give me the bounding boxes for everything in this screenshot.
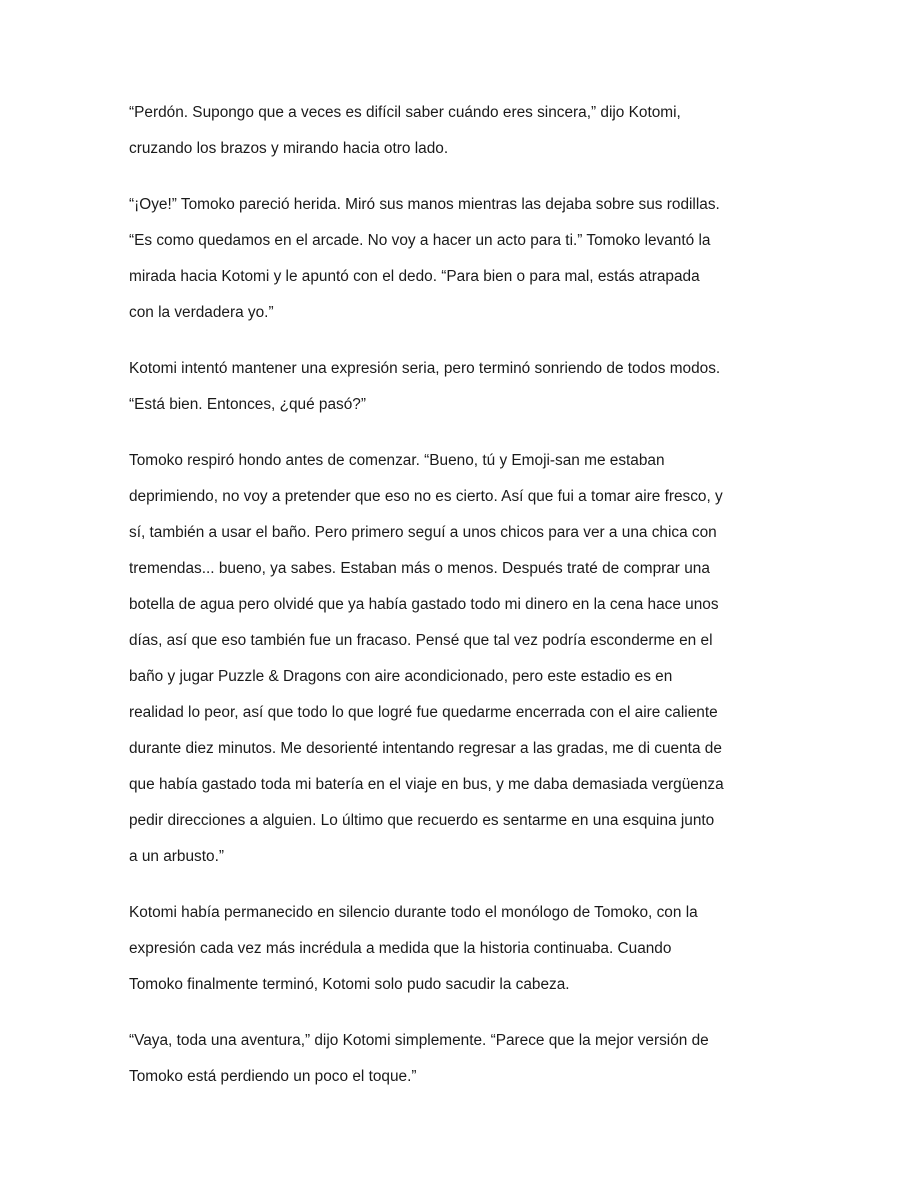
text-line: “Vaya, toda una aventura,” dijo Kotomi simplemente. “Parece que la mejor versión de (129, 1032, 709, 1049)
text-line: cruzando los brazos y mirando hacia otro lado. (129, 140, 449, 157)
text-line: Tomoko finalmente terminó, Kotomi solo pudo sacudir la cabeza. (129, 976, 570, 993)
text-line: tremendas... bueno, ya sabes. Estaban más o menos. Después traté de comprar una (129, 560, 710, 577)
text-line: Kotomi había permanecido en silencio durante todo el monólogo de Tomoko, con la (129, 904, 698, 921)
document-body (129, 95, 779, 1115)
text-line: con la verdadera yo.” (129, 304, 274, 321)
text-line: “¡Oye!” Tomoko pareció herida. Miró sus manos mientras las dejaba sobre sus rodillas. (129, 196, 720, 213)
text-line: sí, también a usar el baño. Pero primero seguí a unos chicos para ver a una chica con (129, 524, 717, 541)
text-line: Kotomi intentó mantener una expresión seria, pero terminó sonriendo de todos modos. (129, 360, 721, 377)
paragraph (129, 895, 779, 1003)
text-line: “Es como quedamos en el arcade. No voy a hacer un acto para ti.” Tomoko levantó la (129, 232, 711, 249)
text-line: Tomoko está perdiendo un poco el toque.” (129, 1068, 417, 1085)
text-line: deprimiendo, no voy a pretender que eso no es cierto. Así que fui a tomar aire fresco, y (129, 488, 723, 505)
paragraph (129, 443, 779, 875)
paragraph (129, 95, 779, 167)
text-line: expresión cada vez más incrédula a medida que la historia continuaba. Cuando (129, 940, 672, 957)
paragraph (129, 187, 779, 331)
text-line: durante diez minutos. Me desorienté intentando regresar a las gradas, me di cuenta de (129, 740, 722, 757)
paragraph (129, 1023, 779, 1095)
text-line: botella de agua pero olvidé que ya había gastado todo mi dinero en la cena hace unos (129, 596, 719, 613)
text-line: “Perdón. Supongo que a veces es difícil saber cuándo eres sincera,” dijo Kotomi, (129, 104, 681, 121)
text-line: mirada hacia Kotomi y le apuntó con el dedo. “Para bien o para mal, estás atrapada (129, 268, 700, 285)
text-line: que había gastado toda mi batería en el viaje en bus, y me daba demasiada vergüenza (129, 776, 724, 793)
text-line: días, así que eso también fue un fracaso. Pensé que tal vez podría esconderme en el (129, 632, 713, 649)
text-line: “Está bien. Entonces, ¿qué pasó?” (129, 396, 366, 413)
text-line: pedir direcciones a alguien. Lo último que recuerdo es sentarme en una esquina junto (129, 812, 715, 829)
text-line: Tomoko respiró hondo antes de comenzar. “Bueno, tú y Emoji-san me estaban (129, 452, 665, 469)
text-line: realidad lo peor, así que todo lo que logré fue quedarme encerrada con el aire caliente (129, 704, 718, 721)
text-line: a un arbusto.” (129, 848, 224, 865)
text-line: baño y jugar Puzzle & Dragons con aire acondicionado, pero este estadio es en (129, 668, 673, 685)
paragraph (129, 351, 779, 423)
